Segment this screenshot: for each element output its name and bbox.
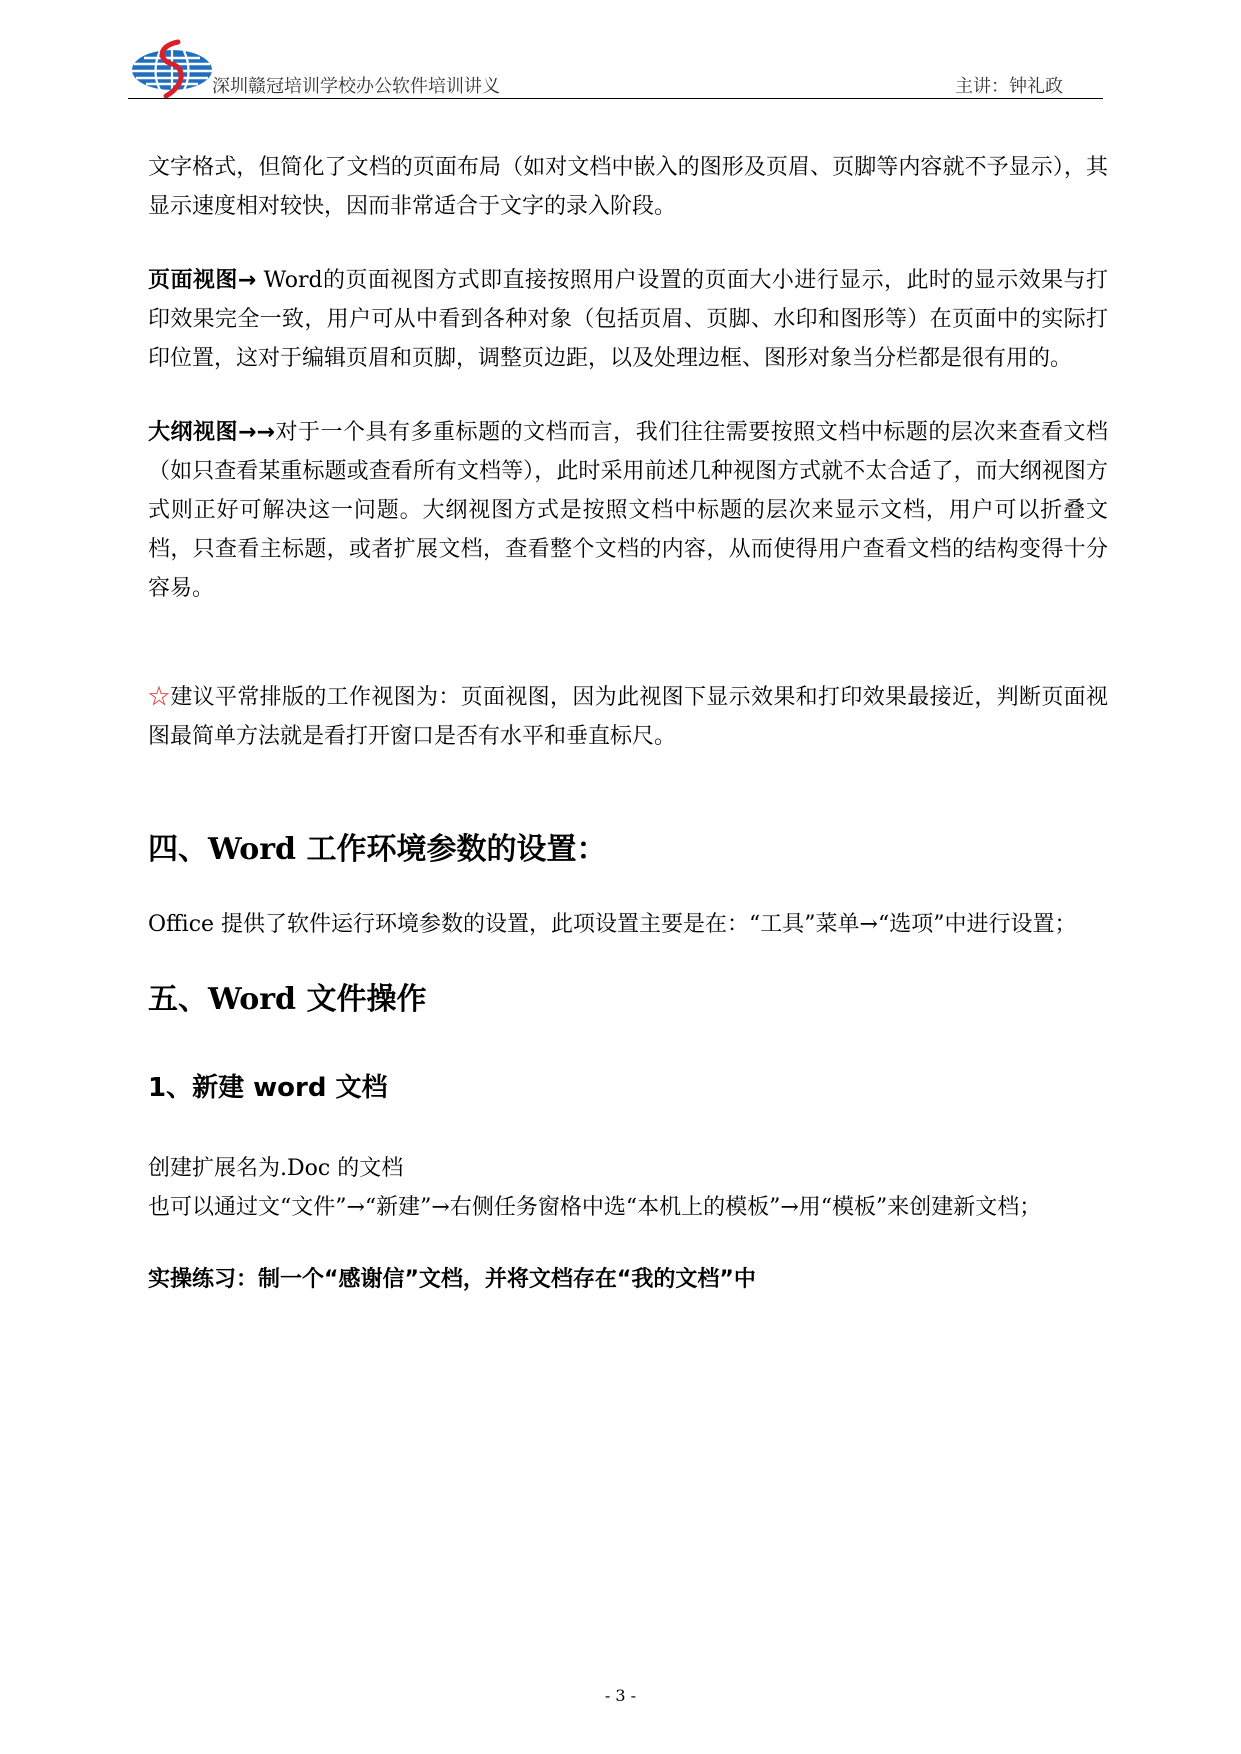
subsection-1-heading: 1、新建 word 文档 [148, 1073, 388, 1103]
intro-paragraph: 文字格式，但简化了文档的页面布局（如对文档中嵌入的图形及页眉、页脚等内容就不予显示），其显示速度相对较快，因而非常适合于文字的录入阶段。 [148, 155, 1108, 219]
page-view-label: 页面视图→ [148, 268, 257, 293]
tip-text: 建议平常排版的工作视图为：页面视图，因为此视图下显示效果和打印效果最接近，判断页面视图最简单方法就是看打开窗口是否有水平和垂直标尺。 [148, 685, 1108, 749]
section-4-paragraph: Office 提供了软件运行环境参数的设置，此项设置主要是在：“工具”菜单→“选项”中进行设置； [148, 912, 1077, 937]
section-4-heading: 四、Word 工作环境参数的设置： [148, 832, 607, 867]
school-name: 深圳赣冠培训学校办公软件培训讲义 [212, 76, 500, 97]
star-icon: ☆ [148, 685, 171, 710]
outline-view-text: 对于一个具有多重标题的文档而言，我们往往需要按照文档中标题的层次来查看文档（如只查看某重标题或查看所有文档等），此时采用前述几种视图方式就不太合适了，而大纲视图方式则正好可解决这一问题。大纲视图方式是按照文档中标题的层次来显示文档，用户可以折叠文档，只查看主标题，或者扩展文档，查看整个文档的内容，从而使得用户查看文档的结构变得十分容易。 [148, 420, 1108, 601]
globe-logo-icon [128, 38, 220, 98]
outline-view-paragraph [148, 413, 1108, 608]
create-doc-line: 创建扩展名为.Doc 的文档 [148, 1156, 404, 1181]
page-view-text: Word的页面视图方式即直接按照用户设置的页面大小进行显示，此时的显示效果与打印效果完全一致，用户可从中看到各种对象（包括页眉、页脚、水印和图形等）在页面中的实际打印位置，这对于编辑页眉和页脚，调整页边距，以及处理边框、图形对象当分栏都是很有用的。 [148, 268, 1108, 371]
page-header [128, 38, 1103, 99]
section-5-heading: 五、Word 文件操作 [148, 982, 427, 1017]
tip-paragraph [148, 678, 1108, 756]
page-number: - 3 - [604, 1686, 637, 1705]
create-template-paragraph: 也可以通过文“文件”→“新建”→右侧任务窗格中选“本机上的模板”→用“模板”来创建新文档； [148, 1195, 1042, 1220]
lecturer-name: 主讲：钟礼政 [955, 76, 1063, 97]
page-view-paragraph [148, 261, 1108, 378]
practice-exercise: 实操练习：制一个“感谢信”文档，并将文档存在“我的文档”中 [148, 1267, 756, 1292]
outline-view-label: 大纲视图→→ [148, 420, 275, 445]
page-content [148, 148, 1108, 1299]
